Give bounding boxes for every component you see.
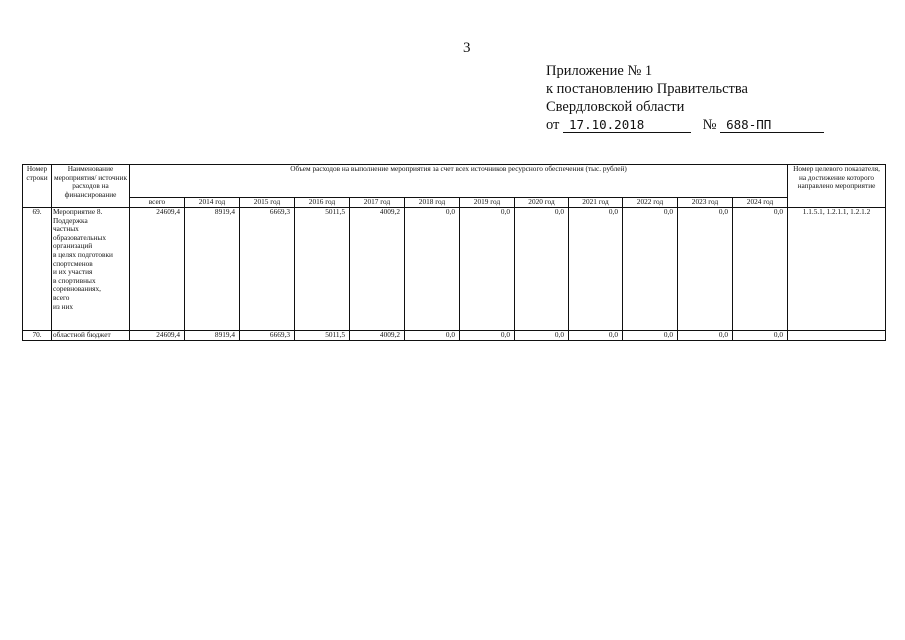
- column-header: 2014 год: [185, 198, 240, 208]
- row-name: Мероприятие 8. Поддержка частных образовательных организаций в целях подготовки спортсменов и их участия в спортивных соревнованиях, всего из них: [52, 208, 130, 331]
- value-cell: 0,0: [405, 331, 460, 341]
- value-cell: 0,0: [515, 331, 569, 341]
- value-cell: 6669,3: [240, 331, 295, 341]
- header-row-number: Номер строки: [23, 165, 52, 208]
- number-label: №: [702, 117, 717, 133]
- column-header: всего: [130, 198, 185, 208]
- value-cell: 24609,4: [130, 208, 185, 331]
- appendix-line1: Приложение № 1: [546, 63, 653, 79]
- table-year-row: [23, 198, 886, 208]
- column-header: 2018 год: [405, 198, 460, 208]
- column-header: 2021 год: [569, 198, 623, 208]
- table-row: [23, 208, 886, 331]
- row-name: областной бюджет: [52, 331, 130, 341]
- value-cell: 6669,3: [240, 208, 295, 331]
- row-target: 1.1.5.1, 1.2.1.1, 1.2.1.2: [788, 208, 886, 331]
- appendix-line2: к постановлению Правительства: [546, 81, 748, 97]
- row-number: 69.: [23, 208, 52, 331]
- value-cell: 0,0: [623, 331, 678, 341]
- value-cell: 0,0: [515, 208, 569, 331]
- table-row: [23, 331, 886, 341]
- value-cell: 0,0: [460, 208, 515, 331]
- value-cell: 0,0: [733, 331, 788, 341]
- column-header: 2019 год: [460, 198, 515, 208]
- value-cell: 0,0: [623, 208, 678, 331]
- appendix-date-line: [546, 116, 824, 134]
- value-cell: 4009,2: [350, 208, 405, 331]
- expenses-table: [22, 164, 886, 341]
- column-header: 2016 год: [295, 198, 350, 208]
- row-number: 70.: [23, 331, 52, 341]
- header-name: Наименование мероприятия/ источник расходов на финансирование: [52, 165, 130, 208]
- value-cell: 0,0: [678, 208, 733, 331]
- value-cell: 0,0: [569, 331, 623, 341]
- header-target: Номер целевого показателя, на достижение которого направлено мероприятие: [788, 165, 886, 208]
- page-number: 3: [463, 40, 471, 56]
- column-header: 2024 год: [733, 198, 788, 208]
- table-header-row: [23, 165, 886, 198]
- header-volume: Объем расходов на выполнение мероприятия за счет всех источников ресурсного обеспечения (тыс. рублей): [130, 165, 788, 198]
- value-cell: 8919,4: [185, 208, 240, 331]
- column-header: 2022 год: [623, 198, 678, 208]
- decree-number: 688-ПП: [720, 118, 824, 133]
- appendix-line3: Свердловской области: [546, 99, 685, 115]
- value-cell: 24609,4: [130, 331, 185, 341]
- from-label: от: [546, 117, 560, 133]
- value-cell: 4009,2: [350, 331, 405, 341]
- value-cell: 5011,5: [295, 208, 350, 331]
- column-header: 2017 год: [350, 198, 405, 208]
- value-cell: 8919,4: [185, 331, 240, 341]
- column-header: 2020 год: [515, 198, 569, 208]
- row-target: [788, 331, 886, 341]
- value-cell: 0,0: [569, 208, 623, 331]
- value-cell: 0,0: [405, 208, 460, 331]
- value-cell: 0,0: [460, 331, 515, 341]
- decree-date: 17.10.2018: [563, 118, 691, 133]
- column-header: 2015 год: [240, 198, 295, 208]
- value-cell: 0,0: [678, 331, 733, 341]
- appendix-header: [546, 62, 824, 134]
- value-cell: 0,0: [733, 208, 788, 331]
- value-cell: 5011,5: [295, 331, 350, 341]
- column-header: 2023 год: [678, 198, 733, 208]
